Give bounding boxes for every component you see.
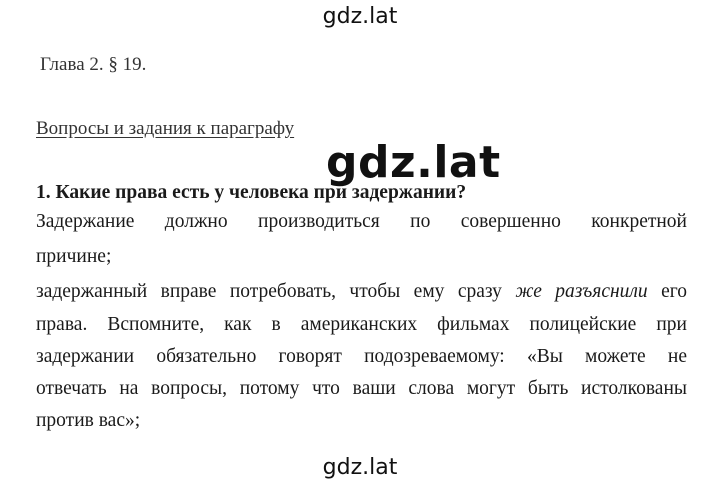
watermark-center: gdz.lat bbox=[326, 137, 501, 188]
answer-line-5: задержании обязательно говорят подозреваемому: «Вы можете не bbox=[36, 346, 687, 367]
answer-line-3-end: его bbox=[647, 281, 688, 302]
answer-line-6: отвечать на вопросы, потому что ваши слова могут быть истолкованы bbox=[36, 378, 687, 399]
answer-line-4: права. Вспомните, как в американских фильмах полицейские при bbox=[36, 314, 687, 335]
question-heading: 1. Какие права есть у человека при задержании? bbox=[36, 182, 467, 203]
answer-line-3-italic: же разъяснили bbox=[515, 281, 648, 302]
answer-line-7: против вас»; bbox=[36, 410, 141, 431]
watermark-bottom: gdz.lat bbox=[322, 455, 398, 480]
answer-line-2: причине; bbox=[36, 246, 112, 267]
answer-line-3-start: задержанный вправе потребовать, чтобы ему сразу bbox=[36, 281, 516, 302]
answer-line-3 bbox=[36, 281, 687, 303]
chapter-label: Глава 2. § 19. bbox=[40, 54, 147, 75]
watermark-top: gdz.lat bbox=[322, 4, 398, 29]
section-heading: Вопросы и задания к параграфу bbox=[36, 118, 295, 139]
answer-line-1: Задержание должно производиться по совершенно конкретной bbox=[36, 211, 687, 232]
